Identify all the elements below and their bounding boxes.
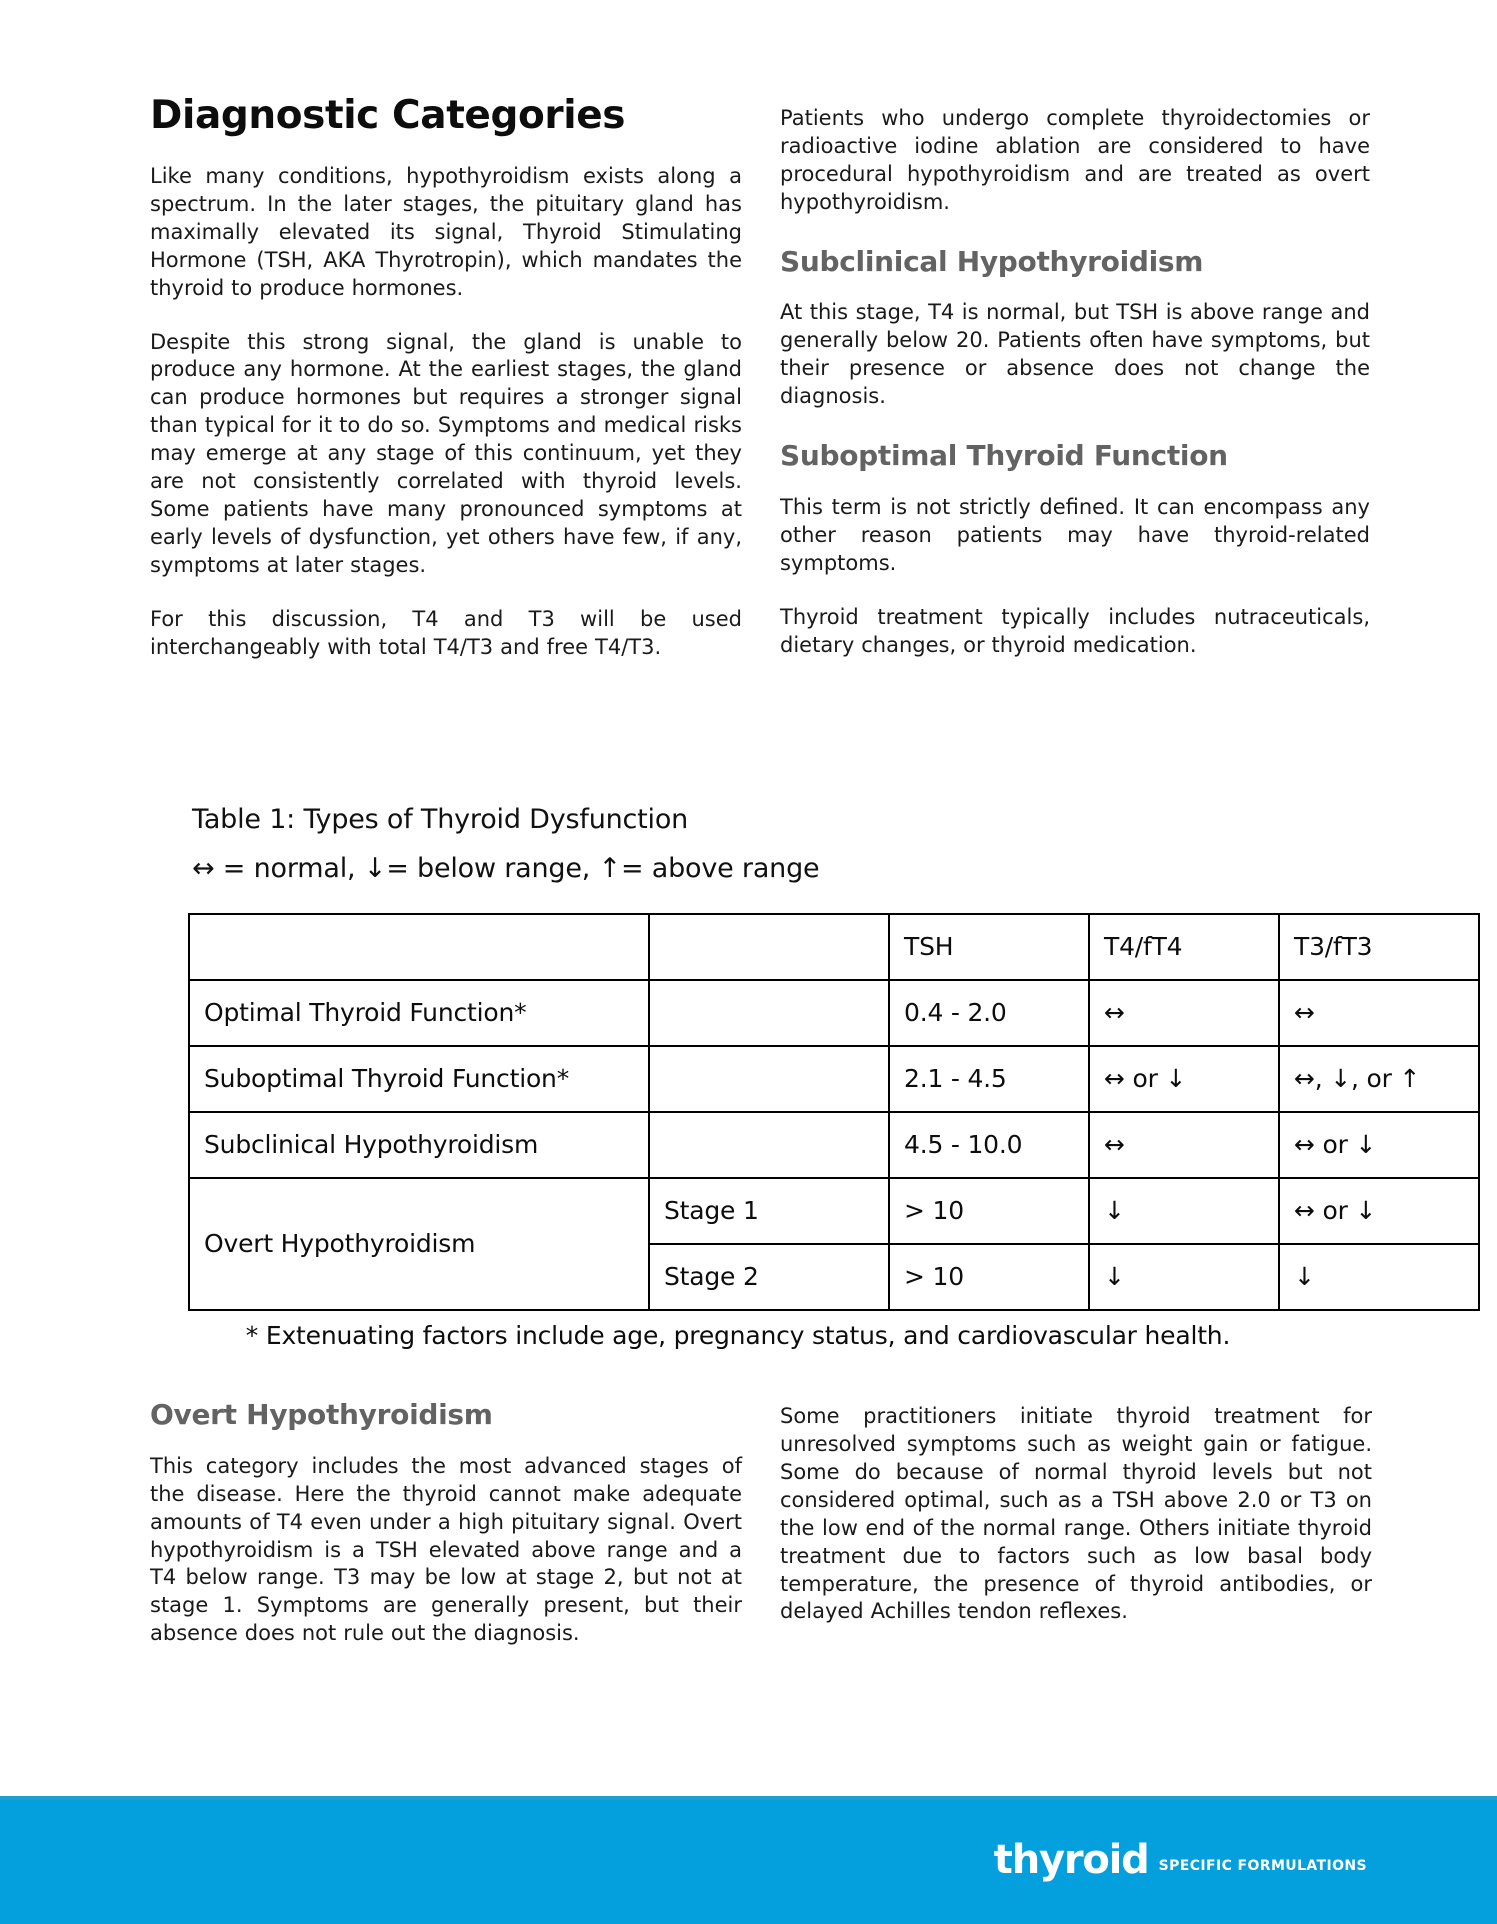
suboptimal-paragraph: This term is not strictly defined. It can encompass any other reason patients may have thyroid-related symptoms. [780,494,1370,575]
row-t4-suboptimal: ↔ or ↓ [1089,1046,1279,1112]
table-row [189,1046,1479,1112]
table-legend: ↔ = normal, ↓= below range, ↑= above range [192,852,820,884]
row-stage-optimal [649,980,889,1046]
row-label-subclinical: Subclinical Hypothyroidism [189,1112,649,1178]
intro-paragraph-2: Despite this strong signal, the gland is unable to produce any hormone. At the earliest stages, the gland can produce hormones but requires a stronger signal than typical for it to do so. Symptoms and medical risks may emerge at any stage of this continuum, yet they are not consistently correlated with thyroid levels. Some patients have many pronounced symptoms at early levels of dysfunction, yet others have few, if any, symptoms at later stages. [150,329,742,577]
row-stage-overt-2: Stage 2 [649,1244,889,1310]
row-t3-overt-1: ↔ or ↓ [1279,1178,1479,1244]
row-tsh-overt-1: > 10 [889,1178,1089,1244]
subclinical-paragraph: At this stage, T4 is normal, but TSH is above range and generally below 20. Patients often have symptoms, but their presence or absence does not change the diagnosis. [780,300,1370,409]
row-t3-subclinical: ↔ or ↓ [1279,1112,1479,1178]
footer-bar [0,1796,1497,1924]
left-column-bottom [150,1400,742,1648]
row-t3-optimal: ↔ [1279,980,1479,1046]
brand-wordmark: thyroid [993,1837,1149,1883]
row-tsh-optimal: 0.4 - 2.0 [889,980,1089,1046]
heading-suboptimal-thyroid-function: Suboptimal Thyroid Function [780,439,1228,473]
thyroid-dysfunction-table [188,913,1480,1311]
intro-paragraph-3: For this discussion, T4 and T3 will be used interchangeably with total T4/T3 and free T4/T3. [150,606,742,659]
right-column-top [780,105,1370,660]
overt-hypothyroidism-paragraph: This category includes the most advanced stages of the disease. Here the thyroid cannot make adequate amounts of T4 even under a high pituitary signal. Overt hypothyroidism is a TSH elevated above range and a T4 below range. T3 may be low at stage 2, but not at stage 1. Symptoms are generally present, but their absence does not rule out the diagnosis. [150,1453,742,1646]
row-stage-overt-1: Stage 1 [649,1178,889,1244]
row-t3-suboptimal: ↔, ↓, or ↑ [1279,1046,1479,1112]
row-t4-overt-2: ↓ [1089,1244,1279,1310]
table-header-tsh: TSH [889,914,1089,980]
row-t4-optimal: ↔ [1089,980,1279,1046]
table-header-blank-stage [649,914,889,980]
table-header-t3: T3/fT3 [1279,914,1479,980]
left-column-top [150,93,742,662]
table-row [189,980,1479,1046]
brand-tagline: SPECIFIC FORMULATIONS [1158,1858,1367,1874]
row-tsh-subclinical: 4.5 - 10.0 [889,1112,1089,1178]
right-column-bottom [780,1403,1372,1626]
row-tsh-suboptimal: 2.1 - 4.5 [889,1046,1089,1112]
row-stage-suboptimal [649,1046,889,1112]
row-t4-overt-1: ↓ [1089,1178,1279,1244]
table-header-t4: T4/fT4 [1089,914,1279,980]
table-header-row [189,914,1479,980]
table-header-blank-label [189,914,649,980]
treatment-paragraph: Thyroid treatment typically includes nutraceuticals, dietary changes, or thyroid medication. [780,604,1370,657]
procedural-hypothyroidism-paragraph: Patients who undergo complete thyroidectomies or radioactive iodine ablation are considered to have procedural hypothyroidism and are treated as overt hypothyroidism. [780,106,1370,214]
table-block [150,800,1421,1350]
table-footnote: * Extenuating factors include age, pregnancy status, and cardiovascular health. [245,1320,1231,1350]
row-label-suboptimal: Suboptimal Thyroid Function* [189,1046,649,1112]
page-title: Diagnostic Categories [150,93,626,138]
table-title: Table 1: Types of Thyroid Dysfunction [192,804,689,835]
footer-top-edge [0,1796,1497,1800]
heading-subclinical-hypothyroidism: Subclinical Hypothyroidism [780,244,1204,278]
row-stage-subclinical [649,1112,889,1178]
table-row [189,1178,1479,1244]
row-t3-overt-2: ↓ [1279,1244,1479,1310]
intro-paragraph-1: Like many conditions, hypothyroidism exists along a spectrum. In the later stages, the pituitary gland has maximally elevated its signal, Thyroid Stimulating Hormone (TSH, AKA Thyrotropin), which mandates the thyroid to produce hormones. [150,163,742,300]
row-t4-subclinical: ↔ [1089,1112,1279,1178]
table-row [189,1112,1479,1178]
practitioners-paragraph: Some practitioners initiate thyroid treatment for unresolved symptoms such as weight gain or fatigue. Some do because of normal thyroid levels but not considered optimal, such as a TSH above 2.0 or T3 on the low end of the normal range. Others initiate thyroid treatment due to factors such as low basal body temperature, the presence of thyroid antibodies, or delayed Achilles tendon reflexes. [780,1404,1372,1624]
brand-logo [993,1837,1367,1883]
row-tsh-overt-2: > 10 [889,1244,1089,1310]
row-label-overt: Overt Hypothyroidism [189,1178,649,1310]
row-label-optimal: Optimal Thyroid Function* [189,980,649,1046]
heading-overt-hypothyroidism: Overt Hypothyroidism [150,1398,493,1431]
